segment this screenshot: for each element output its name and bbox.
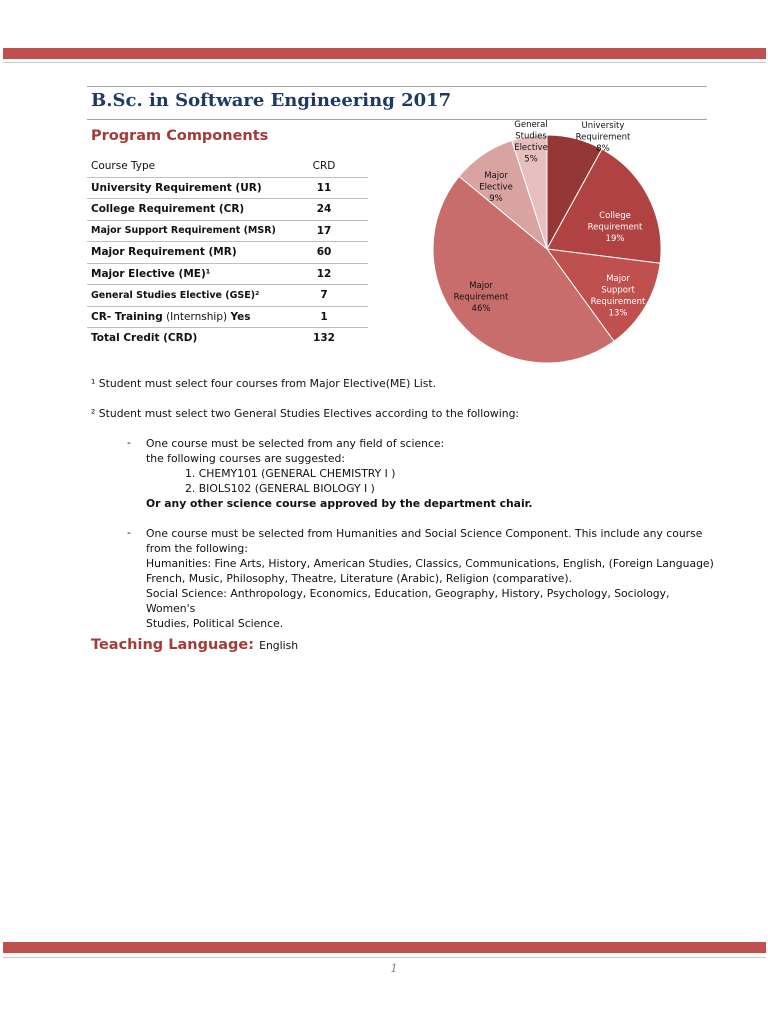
teaching-language-label: Teaching Language: <box>91 637 255 653</box>
header-course-type: Course Type <box>87 156 280 177</box>
row-crd: 132 <box>313 332 335 345</box>
suggested-course-1: 1. CHEMY101 (GENERAL CHEMISTRY I ) <box>185 467 396 480</box>
row-crd: 60 <box>280 242 368 264</box>
table-row <box>87 263 368 285</box>
humanities-line-1: One course must be selected from Humanities and Social Science Component. This include any course <box>146 527 703 540</box>
row-crd: 24 <box>280 199 368 221</box>
teaching-language-value: English <box>259 639 299 652</box>
row-crd: 17 <box>280 220 368 242</box>
row-course-type: College Requirement (CR) <box>87 199 280 221</box>
training-note: (Internship) <box>162 310 231 323</box>
pie-label-major-requirement: Major Requirement 46% <box>453 281 509 314</box>
humanities-line-6: Studies, Political Science. <box>146 617 284 630</box>
pie-label-general-studies-elective: General Studies Elective 5% <box>514 120 548 165</box>
table-row-total <box>87 328 368 349</box>
footer-rule <box>3 957 766 958</box>
science-line-2: the following courses are suggested: <box>146 452 345 465</box>
row-crd: 7 <box>280 285 368 307</box>
row-course-type: University Requirement (UR) <box>87 177 280 199</box>
bullet-dash: - <box>127 526 131 539</box>
table-row <box>87 306 368 328</box>
humanities-line-2: from the following: <box>146 542 248 555</box>
footer-band <box>3 942 766 953</box>
science-line-1: One course must be selected from any field of science: <box>146 437 445 450</box>
table-header-row <box>87 156 368 177</box>
pie-label-major-support-requirement: Major Support Requirement 13% <box>590 274 646 319</box>
humanities-line-3: Humanities: Fine Arts, History, American Studies, Classics, Communications, English, (Foreign Language) <box>146 557 714 570</box>
footnote-1: ¹ Student must select four courses from Major Elective(ME) List. <box>91 377 437 390</box>
row-course-type: Major Support Requirement (MSR) <box>87 220 280 242</box>
header-crd: CRD <box>280 156 368 177</box>
footnote-2: ² Student must select two General Studies Electives according to the following: <box>91 407 520 420</box>
row-course-type: Major Elective (ME)¹ <box>87 263 280 285</box>
table-row <box>87 242 368 264</box>
header-rule <box>3 62 766 63</box>
row-crd: 12 <box>280 263 368 285</box>
row-crd: 11 <box>280 177 368 199</box>
training-label: CR- Training <box>91 310 163 323</box>
suggested-course-2: 2. BIOLS102 (GENERAL BIOLOGY I ) <box>185 482 375 495</box>
training-yes: Yes <box>230 310 251 323</box>
row-course-type: Total Credit (CRD) <box>91 332 198 345</box>
bullet-dash: - <box>127 436 131 449</box>
row-course-type: General Studies Elective (GSE)² <box>87 285 280 307</box>
page-title: B.Sc. in Software Engineering 2017 <box>91 90 452 111</box>
row-crd: 1 <box>280 306 368 328</box>
pie-label-college-requirement: College Requirement 19% <box>587 211 643 244</box>
pie-label-university-requirement: University Requirement 8% <box>575 121 631 154</box>
program-components-table <box>87 156 368 349</box>
humanities-line-5: Social Science: Anthropology, Economics, Education, Geography, History, Psychology, Sociology, Women's <box>146 587 670 615</box>
humanities-elective-block <box>146 526 716 631</box>
row-course-type: Major Requirement (MR) <box>87 242 280 264</box>
table-row <box>87 177 368 199</box>
humanities-line-4: French, Music, Philosophy, Theatre, Literature (Arabic), Religion (comparative). <box>146 572 573 585</box>
program-components-heading: Program Components <box>91 128 269 144</box>
title-top-rule <box>87 86 707 87</box>
program-components-pie-chart <box>425 118 670 368</box>
table-row <box>87 220 368 242</box>
science-elective-block <box>146 436 533 511</box>
row-course-type <box>87 306 280 328</box>
pie-label-major-elective: Major Elective 9% <box>479 171 513 204</box>
table-row <box>87 199 368 221</box>
teaching-language <box>91 637 298 653</box>
header-band <box>3 48 766 59</box>
science-approval-note: Or any other science course approved by the department chair. <box>146 497 533 510</box>
table-row <box>87 285 368 307</box>
page-number: 1 <box>390 962 398 975</box>
